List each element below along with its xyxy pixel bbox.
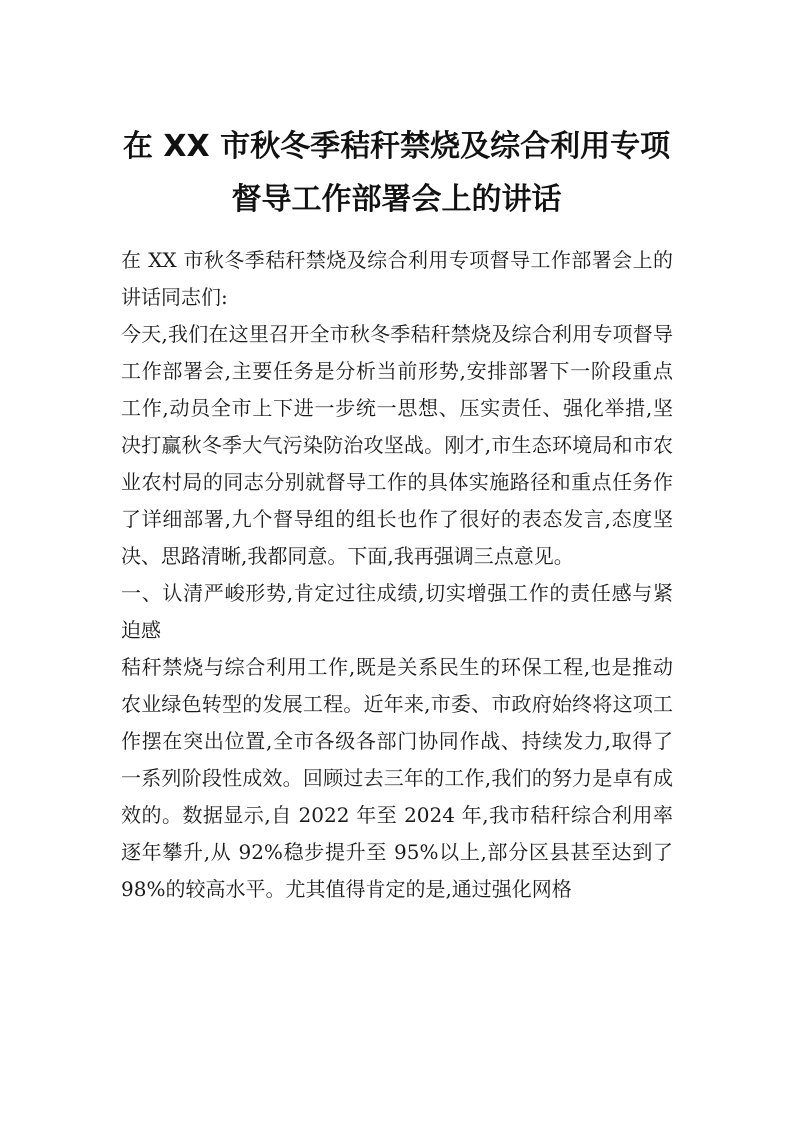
- paragraph-section-1: 秸秆禁烧与综合利用工作,既是关系民生的环保工程,也是推动农业绿色转型的发展工程。近年来,市委、市政府始终将这项工作摆在突出位置,全市各级各部门协同作战、持续发力,取得了一系列阶段性成效。回顾过去三年的工作,我们的努力是卓有成效的。数据显示,自 2022 年至 2024 年,我市秸秆综合利用率逐年攀升,从 92%稳步提升至 95%以上,部分区县甚至达到了 98%的较高水平。尤其值得肯定的是,通过强化网格: [121, 655, 673, 901]
- paragraph-introduction: 今天,我们在这里召开全市秋冬季秸秆禁烧及综合利用专项督导工作部署会,主要任务是分析当前形势,安排部署下一阶段重点工作,动员全市上下进一步统一思想、压实责任、强化举措,坚决打赢秋冬季大气污染防治攻坚战。刚才,市生态环境局和市农业农村局的同志分别就督导工作的具体实施路径和重点任务作了详细部署,九个督导组的组长也作了很好的表态发言,态度坚决、思路清晰,我都同意。下面,我再强调三点意见。: [121, 322, 673, 568]
- document-body: [121, 242, 673, 908]
- section-heading-1: 一、认清严峻形势,肯定过往成绩,切实增强工作的责任感与紧迫感: [121, 581, 673, 642]
- document-title: 在 XX 市秋冬季秸秆禁烧及综合利用专项督导工作部署会上的讲话: [122, 129, 671, 217]
- paragraph-opening: 在 XX 市秋冬季秸秆禁烧及综合利用专项督导工作部署会上的讲话同志们:: [121, 248, 673, 309]
